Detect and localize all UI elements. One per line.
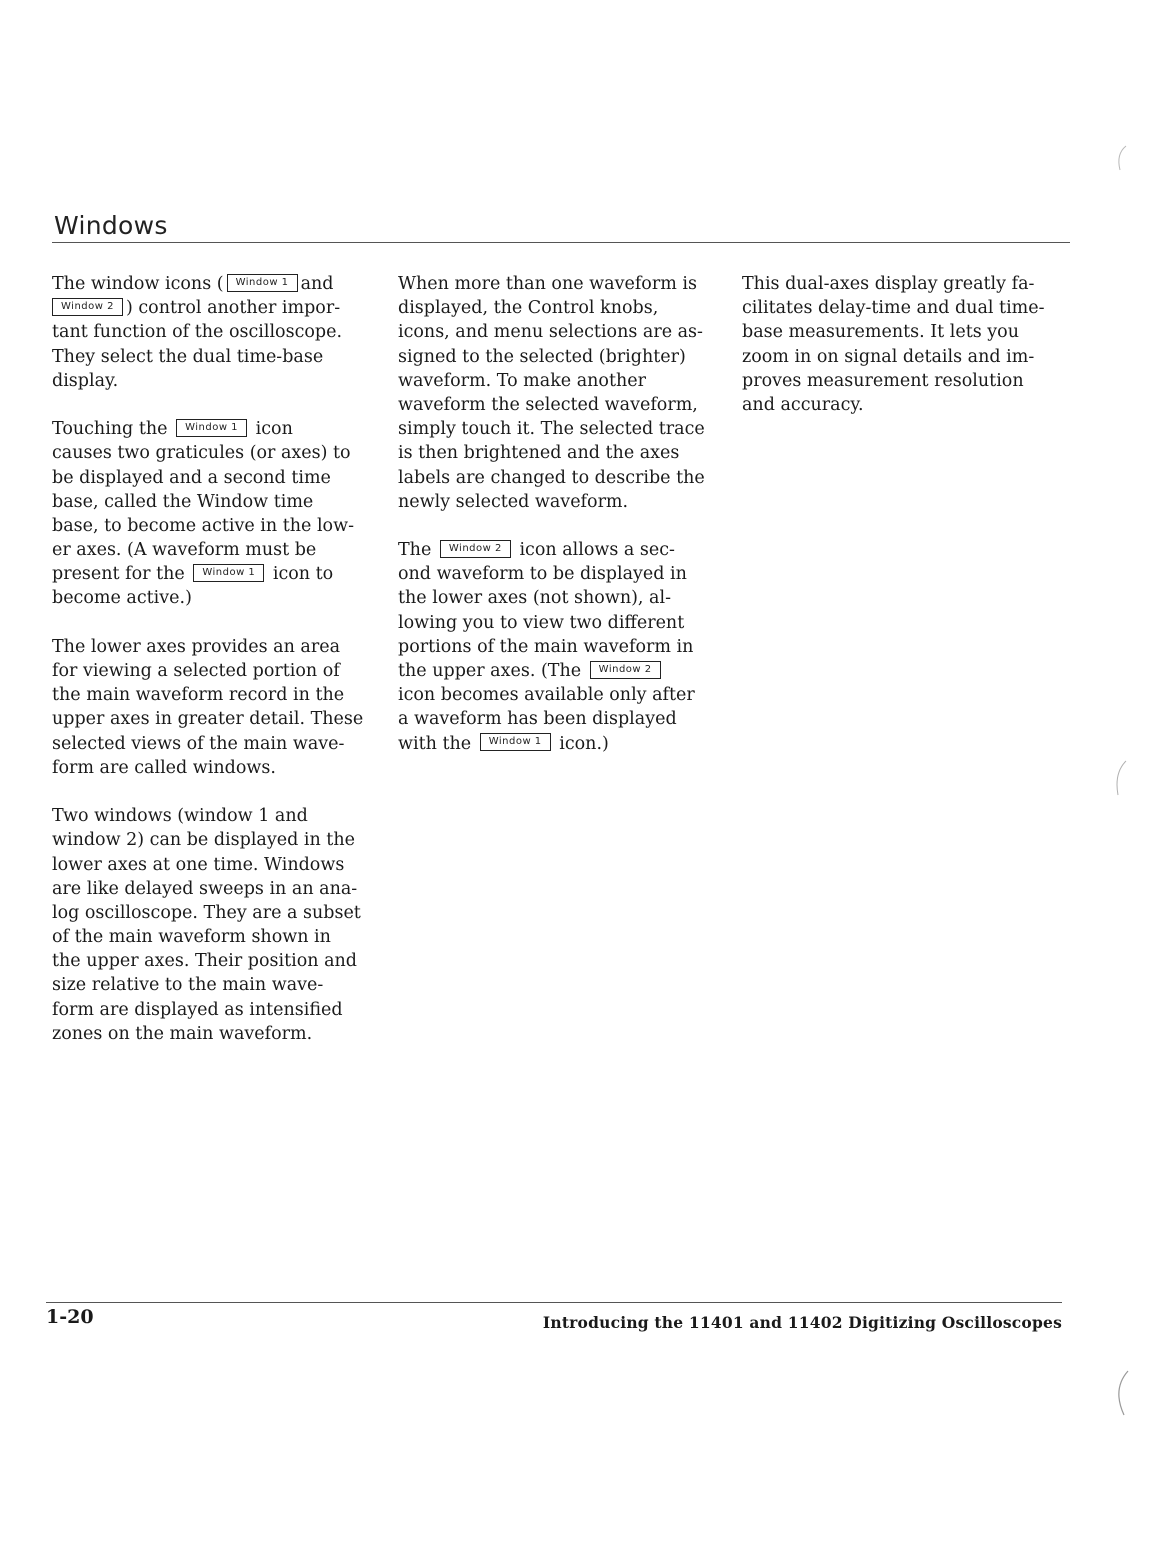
text-line: causes two graticules (or axes) to	[52, 443, 351, 464]
text-line	[398, 538, 718, 562]
text-line: waveform. To make another	[398, 370, 646, 391]
text-line: zones on the main waveform.	[52, 1023, 313, 1044]
text-run: with the	[398, 733, 472, 754]
text-line: upper axes in greater detail. These	[52, 709, 364, 730]
text-line: the main waveform record in the	[52, 685, 345, 706]
window2-icon: Window 2	[590, 661, 661, 679]
text-line: ond waveform to be displayed in	[398, 564, 687, 585]
text-line: of the main waveform shown in	[52, 927, 331, 948]
window2-icon: Window 2	[440, 540, 511, 558]
text-line: icons, and menu selections are as-	[398, 322, 703, 343]
text-line	[52, 296, 374, 320]
text-line	[52, 417, 374, 441]
text-line: size relative to the main wave-	[52, 975, 324, 996]
text-run: icon	[255, 419, 293, 440]
text-line	[52, 562, 374, 586]
text-run: present for the	[52, 564, 185, 585]
text-line: form are displayed as intensified	[52, 999, 343, 1020]
text-line: labels are changed to describe the	[398, 467, 705, 488]
text-run: Touching the	[52, 419, 168, 440]
text-line: newly selected waveform.	[398, 491, 629, 512]
text-line: Two windows (window 1 and	[52, 806, 308, 827]
page-title: Windows	[54, 210, 168, 240]
text-line: for viewing a selected portion of	[52, 661, 340, 681]
paragraph	[398, 272, 718, 514]
text-line: the upper axes. Their position and	[52, 951, 357, 972]
text-line: The lower axes provides an area	[52, 636, 341, 657]
window1-icon: Window 1	[176, 419, 247, 437]
text-run: icon.)	[559, 733, 609, 754]
text-line: simply touch it. The selected trace	[398, 419, 705, 440]
text-line: base, to become active in the low-	[52, 515, 354, 536]
text-line: base, called the Window time	[52, 491, 314, 512]
window1-icon: Window 1	[480, 733, 551, 751]
window2-icon: Window 2	[52, 298, 123, 316]
text-line: is then brightened and the axes	[398, 443, 680, 464]
footer-title: Introducing the 11401 and 11402 Digitizing Oscilloscopes	[542, 1313, 1062, 1332]
text-line: and accuracy.	[742, 394, 864, 415]
footer-divider	[46, 1302, 1062, 1303]
text-line: be displayed and a second time	[52, 467, 331, 488]
text-line: This dual-axes display greatly fa-	[742, 274, 1035, 294]
paragraph	[52, 635, 374, 780]
text-line: form are called windows.	[52, 757, 276, 778]
text-run: and	[300, 274, 334, 294]
text-column-3	[742, 272, 1062, 441]
text-line: tant function of the oscilloscope.	[52, 322, 343, 343]
text-line	[398, 659, 718, 683]
text-line: displayed, the Control knobs,	[398, 298, 659, 319]
text-line: signed to the selected (brighter)	[398, 346, 686, 367]
text-line: the lower axes (not shown), al-	[398, 588, 671, 609]
title-divider	[52, 242, 1070, 243]
text-line: lower axes at one time. Windows	[52, 854, 345, 875]
binder-hole-mark	[1110, 755, 1150, 805]
text-line: portions of the main waveform in	[398, 636, 694, 657]
binder-hole-mark	[1110, 1365, 1150, 1425]
text-run: the upper axes. (The	[398, 661, 582, 681]
text-line: selected views of the main wave-	[52, 733, 345, 754]
window1-icon: Window 1	[193, 564, 264, 582]
text-line: They select the dual time-base	[52, 346, 324, 367]
text-line: waveform the selected waveform,	[398, 394, 698, 415]
text-line: cilitates delay-time and dual time-	[742, 298, 1045, 319]
text-line: zoom in on signal details and im-	[742, 346, 1035, 367]
binder-hole-mark	[1112, 140, 1152, 180]
text-column-2	[398, 272, 718, 780]
page-number: 1-20	[46, 1306, 94, 1328]
paragraph	[398, 538, 718, 756]
paragraph	[742, 272, 1062, 417]
text-line: become active.)	[52, 588, 192, 609]
text-line: log oscilloscope. They are a subset	[52, 902, 361, 923]
text-line: When more than one waveform is	[398, 274, 697, 294]
text-line: icon becomes available only after	[398, 685, 695, 706]
text-run: The window icons (	[52, 274, 224, 294]
text-line: base measurements. It lets you	[742, 322, 1019, 343]
text-line	[398, 732, 718, 756]
paragraph	[52, 417, 374, 611]
text-line: window 2) can be displayed in the	[52, 830, 355, 851]
window1-icon: Window 1	[227, 274, 298, 292]
text-line: a waveform has been displayed	[398, 709, 677, 730]
text-line: er axes. (A waveform must be	[52, 540, 317, 561]
paragraph	[52, 804, 374, 1046]
text-line: lowing you to view two different	[398, 612, 685, 633]
text-run: ) control another impor-	[125, 298, 341, 319]
text-line: proves measurement resolution	[742, 370, 1024, 391]
text-run: icon allows a sec-	[519, 540, 675, 561]
text-line	[52, 272, 374, 296]
text-line: are like delayed sweeps in an ana-	[52, 878, 358, 899]
text-run: The	[398, 540, 432, 561]
paragraph	[52, 272, 374, 393]
text-line: display.	[52, 370, 119, 391]
text-column-1	[52, 272, 374, 1070]
text-run: icon to	[272, 564, 334, 585]
